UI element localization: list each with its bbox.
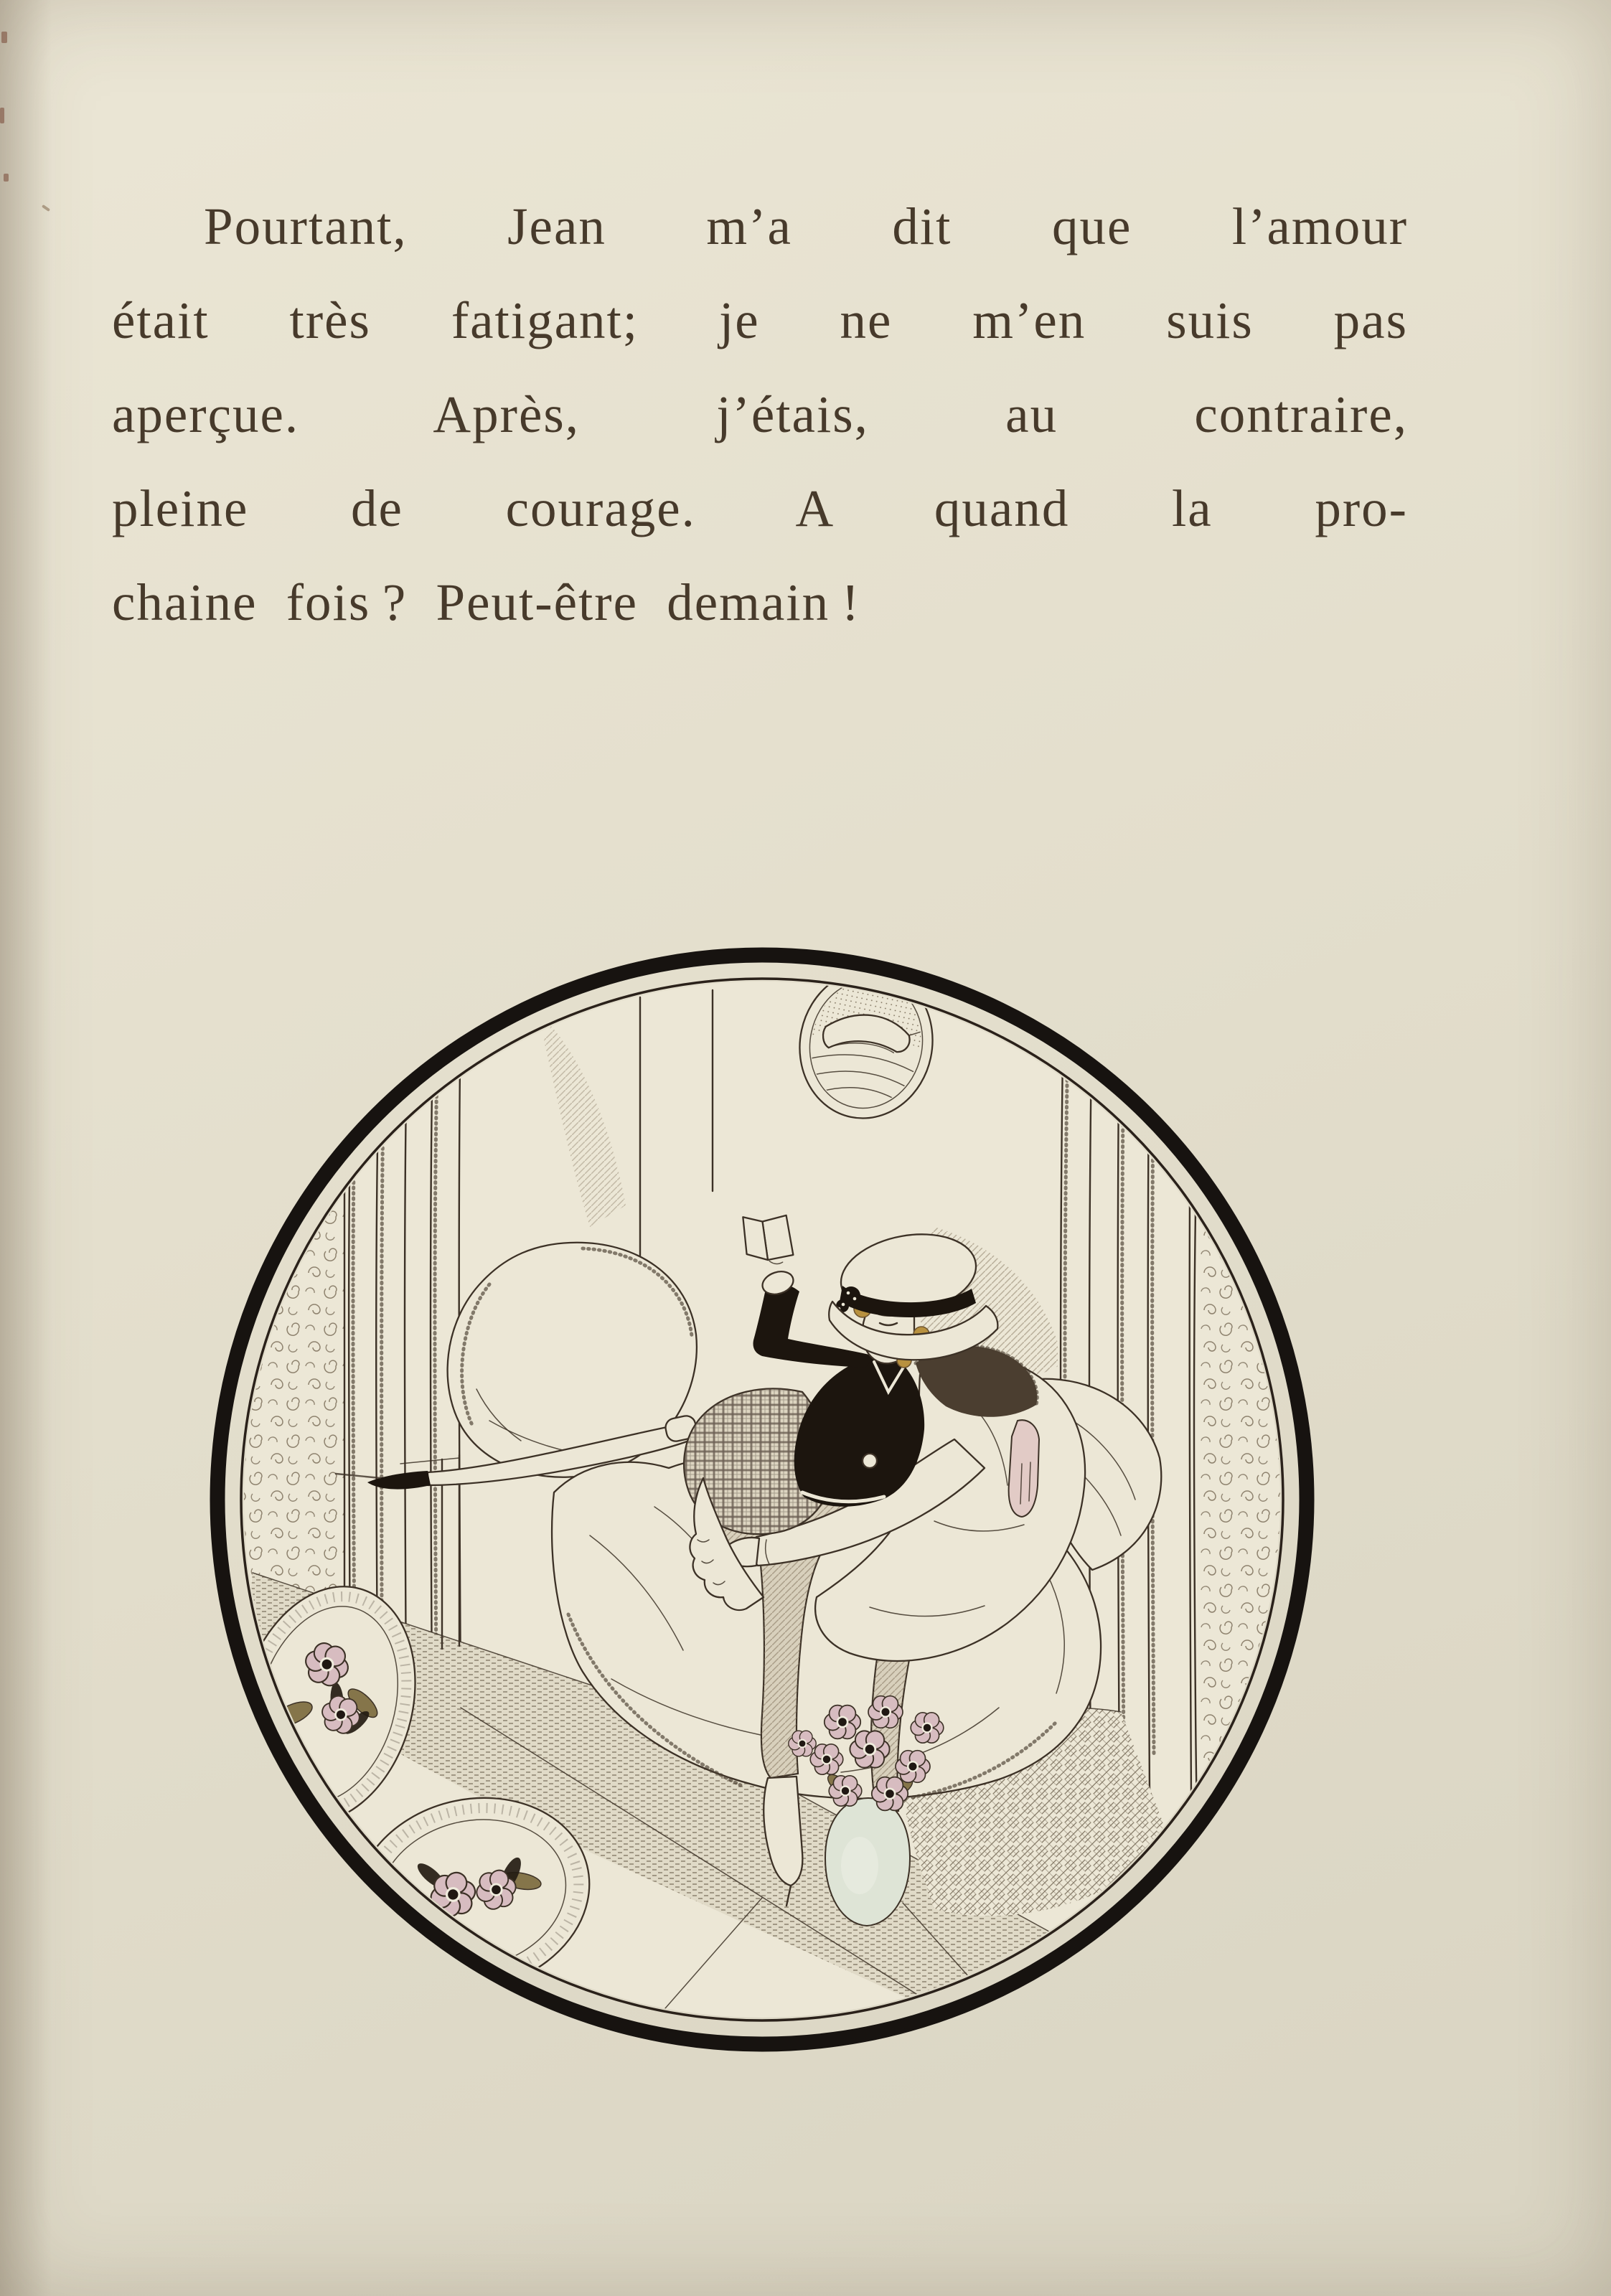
page-edge-speck xyxy=(1,32,7,43)
paragraph xyxy=(112,179,1408,649)
text-line-5: chaine fois ? Peut-être demain ! xyxy=(112,573,861,631)
page-edge-speck xyxy=(0,108,4,123)
text-line-4: pleine de courage. A quand la pro- xyxy=(112,479,1408,537)
circular-illustration xyxy=(152,890,1372,2109)
page-edge-speck xyxy=(4,174,9,182)
text-line-2: était très fatigant; je ne m’en suis pas xyxy=(112,291,1408,349)
text-line-1: Pourtant, Jean m’a dit que l’amour xyxy=(204,197,1408,255)
brooch xyxy=(863,1454,877,1468)
flower-vase xyxy=(825,1798,910,1926)
text-line-3: aperçue. Après, j’étais, au contraire, xyxy=(112,385,1408,443)
pink-glove xyxy=(1009,1420,1039,1517)
page-gutter-shadow xyxy=(0,0,52,2296)
